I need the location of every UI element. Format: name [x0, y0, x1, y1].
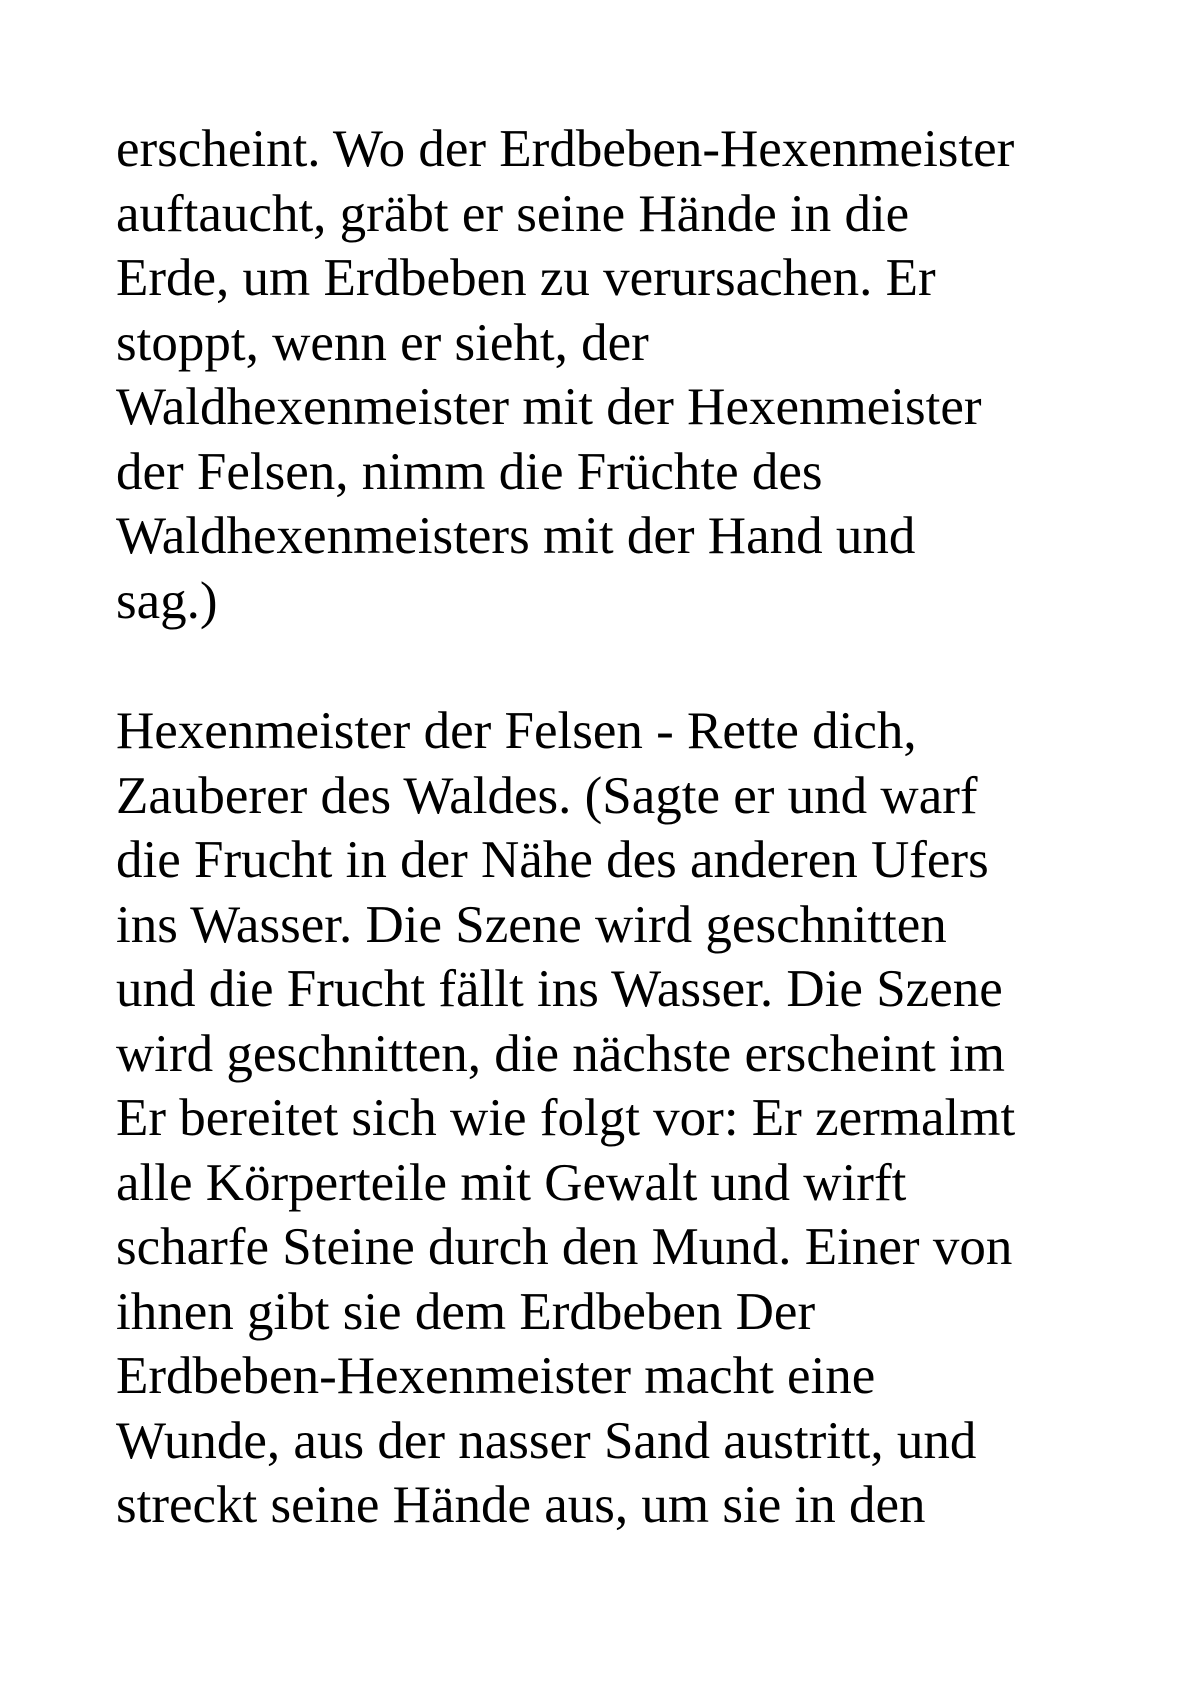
paragraph-2	[116, 699, 1116, 1538]
text-line: Erde, um Erdbeben zu verursachen. Er	[116, 249, 936, 307]
paragraph-1	[116, 117, 1116, 633]
text-line: Waldhexenmeister mit der Hexenmeister	[116, 378, 982, 436]
text-line: erscheint. Wo der Erdbeben-Hexenmeister	[116, 120, 1015, 178]
text-line: alle Körperteile mit Gewalt und wirft	[116, 1153, 907, 1212]
text-line: stoppt, wenn er sieht, der	[116, 313, 649, 372]
text-line: streckt seine Hände aus, um sie in den	[116, 1476, 926, 1534]
text-line: scharfe Steine durch den Mund. Einer von	[116, 1218, 1013, 1276]
text-line: ihnen gibt sie dem Erdbeben Der	[116, 1282, 816, 1341]
text-line: Waldhexenmeisters mit der Hand und	[116, 507, 916, 565]
text-line: ins Wasser. Die Szene wird geschnitten	[116, 895, 947, 954]
text-line: die Frucht in der Nähe des anderen Ufers	[116, 831, 989, 889]
text-line: der Felsen, nimm die Früchte des	[116, 442, 823, 501]
text-line: Erdbeben-Hexenmeister macht eine	[116, 1347, 876, 1405]
text-line: auftaucht, gräbt er seine Hände in die	[116, 184, 910, 243]
text-line: Wunde, aus der nasser Sand austritt, und	[116, 1411, 977, 1470]
text-line: wird geschnitten, die nächste erscheint im	[116, 1024, 1005, 1083]
text-line: sag.)	[116, 571, 218, 630]
text-line: und die Frucht fällt ins Wasser. Die Szene	[116, 960, 1003, 1018]
text-line: Zauberer des Waldes. (Sagte er und warf	[116, 766, 978, 825]
text-line: Er bereitet sich wie folgt vor: Er zermalmt	[116, 1089, 1016, 1147]
text-line: Hexenmeister der Felsen - Rette dich,	[116, 702, 917, 760]
